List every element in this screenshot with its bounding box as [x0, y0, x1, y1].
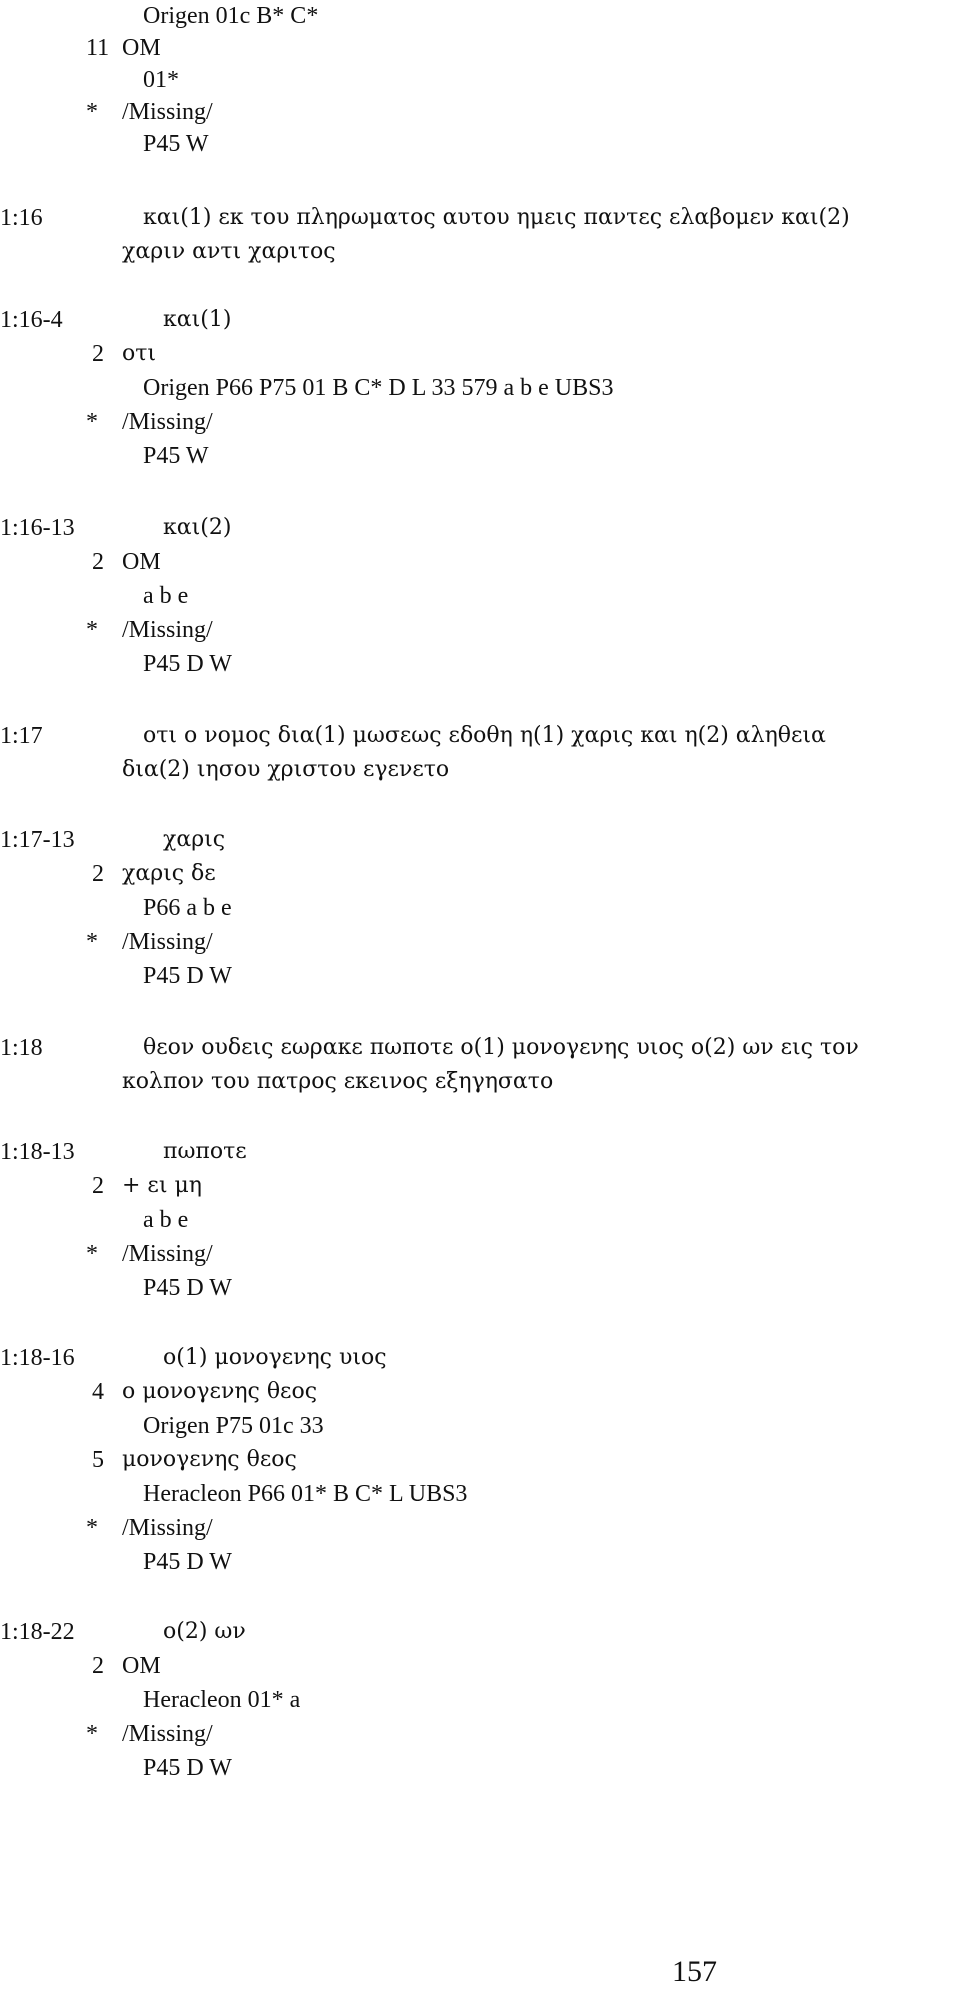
- witness-list: 01*: [143, 67, 179, 93]
- variant-number: 2: [92, 549, 104, 575]
- missing-label: /Missing/: [122, 99, 213, 125]
- missing-label: /Missing/: [122, 929, 213, 955]
- verse-reference: 1:18: [0, 1035, 43, 1061]
- missing-marker: *: [86, 617, 98, 643]
- missing-label: /Missing/: [122, 617, 213, 643]
- witness-list: a b e: [143, 583, 189, 609]
- witness-list: P45 D W: [143, 1755, 232, 1781]
- variant-text: OM: [122, 35, 161, 61]
- lemma: ο(1) μονογενης υιος: [163, 1345, 387, 1370]
- variant-text: μονογενης θεος: [122, 1447, 297, 1472]
- lemma: και(1): [163, 307, 232, 332]
- verse-text-line: και(1) εκ του πληρωματος αυτου ημεις παντες ελαβομεν και(2): [143, 205, 850, 230]
- witness-list: Heracleon 01* a: [143, 1687, 301, 1713]
- witness-list: P45 W: [143, 443, 209, 469]
- variant-number: 2: [92, 1653, 104, 1679]
- verse-text-line: χαριν αντι χαριτος: [122, 239, 336, 264]
- missing-label: /Missing/: [122, 1515, 213, 1541]
- unit-reference: 1:18-13: [0, 1139, 75, 1165]
- witness-list: Origen P66 P75 01 B C* D L 33 579 a b e UBS3: [143, 375, 614, 401]
- witness-list: a b e: [143, 1207, 189, 1233]
- variant-text: οτι: [122, 341, 157, 366]
- witness-list: P45 D W: [143, 1549, 232, 1575]
- unit-reference: 1:16-13: [0, 515, 75, 541]
- missing-marker: *: [86, 409, 98, 435]
- lemma: ο(2) ων: [163, 1619, 246, 1644]
- verse-reference: 1:17: [0, 723, 43, 749]
- page-number: 157: [672, 1955, 717, 1988]
- missing-marker: *: [86, 1721, 98, 1747]
- witness-list: P45 D W: [143, 963, 232, 989]
- lemma: και(2): [163, 515, 232, 540]
- witness-list: Origen 01c B* C*: [143, 3, 319, 29]
- unit-reference: 1:16-4: [0, 307, 63, 333]
- verse-text-line: οτι ο νομος δια(1) μωσεως εδοθη η(1) χαρις και η(2) αληθεια: [143, 723, 826, 748]
- missing-marker: *: [86, 1241, 98, 1267]
- variant-text: + ει μη: [122, 1173, 202, 1198]
- unit-reference: 1:17-13: [0, 827, 75, 853]
- missing-marker: *: [86, 1515, 98, 1541]
- witness-list: Origen P75 01c 33: [143, 1413, 324, 1439]
- witness-list: P66 a b e: [143, 895, 232, 921]
- lemma: πωποτε: [163, 1139, 247, 1164]
- missing-label: /Missing/: [122, 1241, 213, 1267]
- variant-number: 2: [92, 341, 104, 367]
- witness-list: P45 D W: [143, 1275, 232, 1301]
- witness-list: Heracleon P66 01* B C* L UBS3: [143, 1481, 468, 1507]
- variant-text: ο μονογενης θεος: [122, 1379, 318, 1404]
- lemma: χαρις: [163, 827, 226, 852]
- unit-reference: 1:18-22: [0, 1619, 75, 1645]
- missing-label: /Missing/: [122, 409, 213, 435]
- verse-reference: 1:16: [0, 205, 43, 231]
- variant-number: 2: [92, 861, 104, 887]
- missing-label: /Missing/: [122, 1721, 213, 1747]
- verse-text-line: θεον ουδεις εωρακε πωποτε ο(1) μονογενης υιος ο(2) ων εις τον: [143, 1035, 859, 1060]
- variant-number: 5: [92, 1447, 104, 1473]
- variant-text: OM: [122, 1653, 161, 1679]
- unit-reference: 1:18-16: [0, 1345, 75, 1371]
- witness-list: P45 W: [143, 131, 209, 157]
- witness-list: P45 D W: [143, 651, 232, 677]
- missing-marker: *: [86, 99, 98, 125]
- verse-text-line: κολπον του πατρος εκεινος εξηγησατο: [122, 1069, 554, 1094]
- variant-text: OM: [122, 549, 161, 575]
- missing-marker: *: [86, 929, 98, 955]
- variant-number: 2: [92, 1173, 104, 1199]
- variant-text: χαρις δε: [122, 861, 216, 886]
- variant-number: 11: [86, 35, 110, 61]
- verse-text-line: δια(2) ιησου χριστου εγενετο: [122, 757, 450, 782]
- variant-number: 4: [92, 1379, 104, 1405]
